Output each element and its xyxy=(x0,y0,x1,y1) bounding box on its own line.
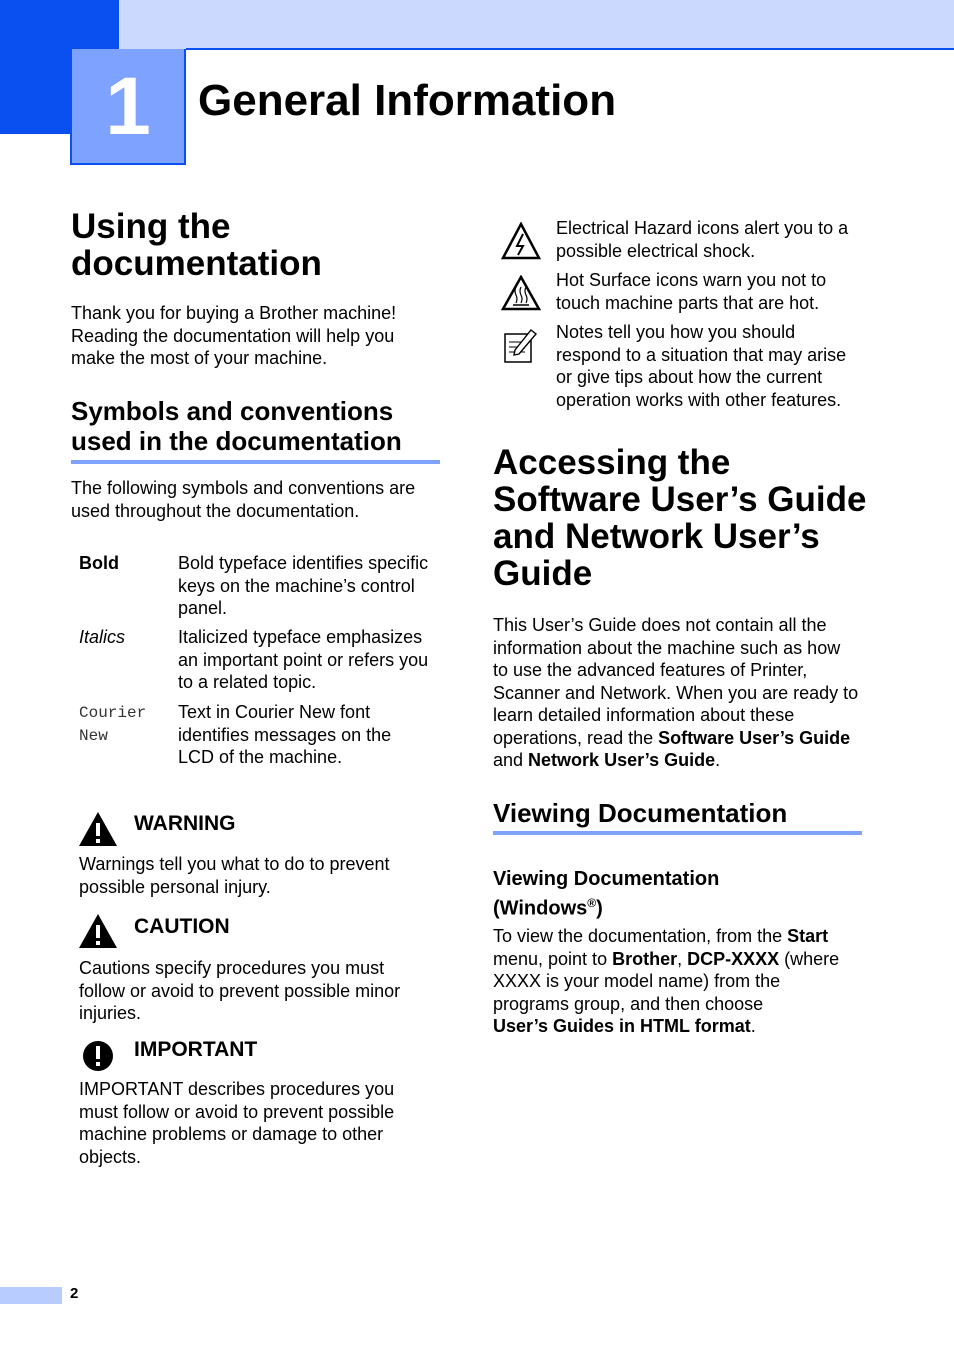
convention-term-bold: Bold xyxy=(79,553,119,573)
convention-term-italics: Italics xyxy=(79,627,126,647)
convention-desc-courier: Text in Courier New font identifies messages on the LCD of the machine. xyxy=(178,702,392,767)
section-title-using: Using the documentation xyxy=(71,207,322,283)
warning-body: Warnings tell you what to do to prevent possible personal injury. xyxy=(79,854,390,897)
convention-term-courier: Courier New xyxy=(79,704,147,745)
symbols-heading: Symbols and conventions used in the documentation xyxy=(71,396,402,456)
viewing-rule xyxy=(493,831,862,835)
note-icon xyxy=(501,328,539,364)
chapter-title: General Information xyxy=(198,76,617,125)
hot-surface-text: Hot Surface icons warn you not to touch machine parts that are hot. xyxy=(556,270,827,313)
accessing-paragraph: This User’s Guide does not contain all the information about the machine such as how to use the advanced features of Printer, Scanner and Network. When you are ready to learn detailed information about these operations, read the Software User’s Guide and Network User’s Guide. xyxy=(493,615,859,770)
header-band xyxy=(0,0,954,49)
note-text: Notes tell you how you should respond to a situation that may arise or give tips about how the current operation works with other features. xyxy=(556,322,847,410)
page-number: 2 xyxy=(70,1285,79,1302)
warning-title: WARNING xyxy=(134,812,236,835)
convention-desc-bold: Bold typeface identifies specific keys on the machine’s control panel. xyxy=(178,553,429,618)
hot-surface-icon xyxy=(501,275,541,311)
electrical-hazard-icon xyxy=(501,222,541,260)
viewing-heading: Viewing Documentation xyxy=(493,798,788,828)
symbols-rule xyxy=(71,460,440,464)
viewing-subheading: Viewing Documentation (Windows®) xyxy=(493,868,720,920)
important-title: IMPORTANT xyxy=(134,1038,258,1061)
software-guide-ref: Software User’s Guide xyxy=(658,727,851,748)
header-rule xyxy=(186,48,954,50)
caution-body: Cautions specify procedures you must follow or avoid to prevent possible minor injuries. xyxy=(79,958,401,1023)
network-guide-ref: Network User’s Guide xyxy=(528,750,716,770)
important-body: IMPORTANT describes procedures you must follow or avoid to prevent possible machine problems or damage to other objects. xyxy=(79,1079,395,1167)
caution-icon xyxy=(78,913,118,949)
important-icon xyxy=(82,1040,114,1072)
footer-tab xyxy=(0,1287,62,1304)
viewing-paragraph: To view the documentation, from the Start menu, point to Brother, DCP-XXXX (where XXXX is your model name) from the programs group, and then choose User’s Guides in HTML format. xyxy=(493,926,840,1036)
symbols-intro: The following symbols and conventions are used throughout the documentation. xyxy=(71,478,416,521)
warning-icon xyxy=(78,811,118,847)
convention-desc-italics: Italicized typeface emphasizes an important point or refers you to a related topic. xyxy=(178,627,429,692)
intro-paragraph: Thank you for buying a Brother machine! Reading the documentation will help you make the most of your machine. xyxy=(71,303,397,368)
electrical-hazard-text: Electrical Hazard icons alert you to a possible electrical shock. xyxy=(556,218,849,261)
caution-title: CAUTION xyxy=(134,915,230,938)
section-title-accessing: Accessing the Software User’s Guide and Network User’s Guide xyxy=(493,443,867,593)
chapter-number: 1 xyxy=(105,61,151,152)
